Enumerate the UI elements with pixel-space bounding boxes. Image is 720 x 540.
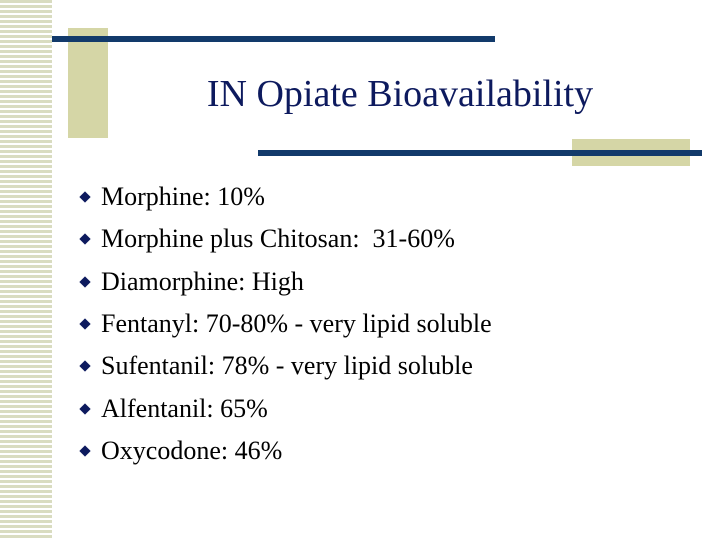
bullet-text: Alfentanil: 65% xyxy=(101,393,268,423)
decorative-stripe-panel xyxy=(0,0,52,540)
bullet-text: Sufentanil: 78% - very lipid soluble xyxy=(101,351,473,381)
bullet-text: Diamorphine: High xyxy=(101,266,304,296)
title-accent-block xyxy=(68,28,108,138)
list-item xyxy=(78,387,492,429)
slide-title: IN Opiate Bioavailability xyxy=(206,73,594,115)
bullet-text: Oxycodone: 46% xyxy=(101,435,283,465)
diamond-bullet-icon xyxy=(79,234,90,245)
bullet-list xyxy=(78,176,492,472)
bullet-text: Morphine plus Chitosan: 31-60% xyxy=(101,224,455,254)
bullet-text: Fentanyl: 70-80% - very lipid soluble xyxy=(101,309,492,339)
list-item xyxy=(78,430,492,472)
list-item xyxy=(78,261,492,303)
bullet-text: Morphine: 10% xyxy=(101,182,265,212)
list-item xyxy=(78,303,492,345)
diamond-bullet-icon xyxy=(79,445,90,456)
title-bottom-rule xyxy=(258,150,702,156)
list-item xyxy=(78,218,492,260)
list-item xyxy=(78,176,492,218)
diamond-bullet-icon xyxy=(79,361,90,372)
title-top-rule xyxy=(52,36,495,42)
diamond-bullet-icon xyxy=(79,276,90,287)
list-item xyxy=(78,345,492,387)
diamond-bullet-icon xyxy=(79,403,90,414)
diamond-bullet-icon xyxy=(79,318,90,329)
diamond-bullet-icon xyxy=(79,191,90,202)
